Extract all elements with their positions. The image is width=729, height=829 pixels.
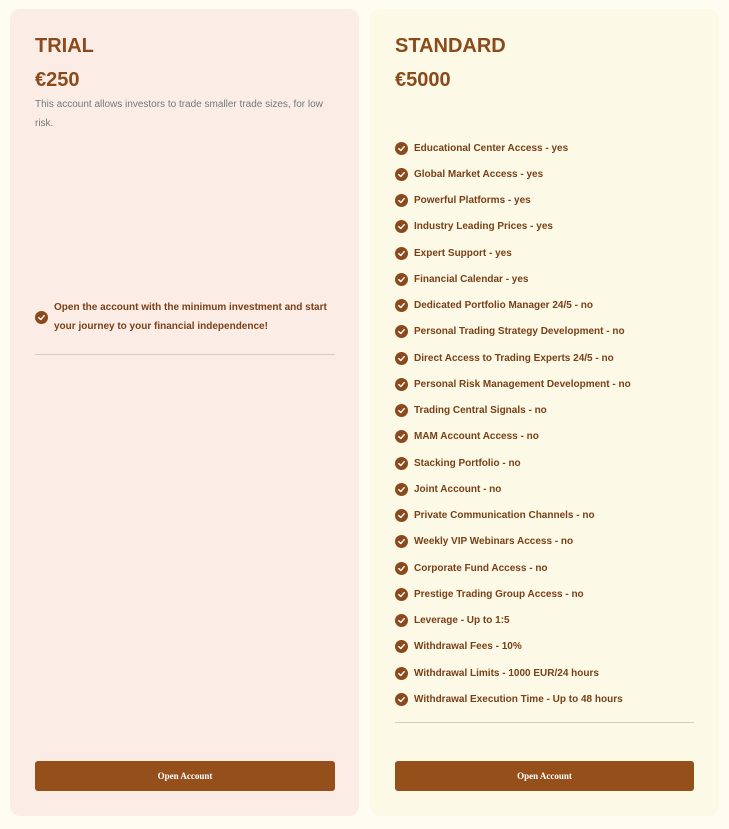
feature-item [395,660,695,686]
check-circle-icon [395,640,408,653]
trial-plan-description: This account allows investors to trade smaller trade sizes, for low risk. [35,99,323,129]
check-circle-icon [395,299,408,312]
feature-label: Withdrawal Limits - 1000 EUR/24 hours [414,667,599,679]
feature-item [395,555,695,581]
feature-item [395,398,695,424]
check-circle-icon [395,273,408,286]
feature-item [395,188,695,214]
feature-label: Financial Calendar - yes [414,273,529,285]
feature-item [395,135,695,161]
feature-item [395,503,695,529]
check-circle-icon [395,535,408,548]
check-circle-icon [395,430,408,443]
feature-item [395,608,695,634]
feature-label: Withdrawal Fees - 10% [414,641,522,653]
feature-label: Withdrawal Execution Time - Up to 48 hours [414,693,623,705]
feature-label: Personal Risk Management Development - no [414,378,631,390]
feature-item [395,450,695,476]
feature-label: Educational Center Access - yes [414,142,569,154]
feature-item [395,214,695,240]
trial-plan-title: TRIAL [35,35,94,57]
feature-item [395,424,695,450]
feature-label: Powerful Platforms - yes [414,195,531,207]
feature-item [395,581,695,607]
standard-feature-list [395,135,695,713]
feature-label: Personal Trading Strategy Development - no [414,326,625,338]
feature-label: Dedicated Portfolio Manager 24/5 - no [414,300,593,312]
check-circle-icon [395,220,408,233]
standard-plan-price: €5000 [395,69,451,91]
standard-divider [395,722,694,723]
trial-feature-item [35,298,335,336]
feature-label: Private Communication Channels - no [414,510,595,522]
trial-divider [35,354,335,355]
check-circle-icon [395,404,408,417]
feature-item [395,371,695,397]
feature-item [395,529,695,555]
feature-label: Global Market Access - yes [414,168,544,180]
standard-plan-card [370,9,719,816]
feature-label: Industry Leading Prices - yes [414,221,553,233]
check-circle-icon [395,247,408,260]
check-circle-icon [395,693,408,706]
feature-label: Prestige Trading Group Access - no [414,588,584,600]
feature-label: Trading Central Signals - no [414,405,547,417]
feature-item [395,319,695,345]
check-circle-icon [395,352,408,365]
feature-item [395,266,695,292]
trial-plan-card [10,9,359,816]
feature-item [395,634,695,660]
check-circle-icon [395,667,408,680]
check-circle-icon [395,142,408,155]
trial-plan-price: €250 [35,69,80,91]
feature-label: Weekly VIP Webinars Access - no [414,536,574,548]
check-circle-icon [395,457,408,470]
feature-label: MAM Account Access - no [414,431,539,443]
feature-label: Corporate Fund Access - no [414,562,548,574]
feature-item [395,686,695,712]
check-circle-icon [395,325,408,338]
feature-label: Direct Access to Trading Experts 24/5 - no [414,352,614,364]
check-circle-icon [395,562,408,575]
check-circle-icon [395,588,408,601]
trial-open-account-button[interactable]: Open Account [35,761,335,791]
feature-label: Stacking Portfolio - no [414,457,521,469]
feature-label: Expert Support - yes [414,247,512,259]
check-circle-icon [395,378,408,391]
trial-feature-text: Open the account with the minimum investment and start your journey to your financial independence! [54,302,327,332]
feature-label: Joint Account - no [414,483,502,495]
feature-label: Leverage - Up to 1:5 [414,615,510,627]
check-circle-icon [395,194,408,207]
check-circle-icon [395,483,408,496]
check-circle-icon [395,614,408,627]
feature-item [395,476,695,502]
standard-plan-title: STANDARD [395,35,506,57]
feature-item [395,240,695,266]
check-circle-icon [395,168,408,181]
standard-open-account-button[interactable]: Open Account [395,761,694,791]
check-circle-icon [35,311,48,324]
check-circle-icon [395,509,408,522]
feature-item [395,345,695,371]
feature-item [395,161,695,187]
feature-item [395,293,695,319]
